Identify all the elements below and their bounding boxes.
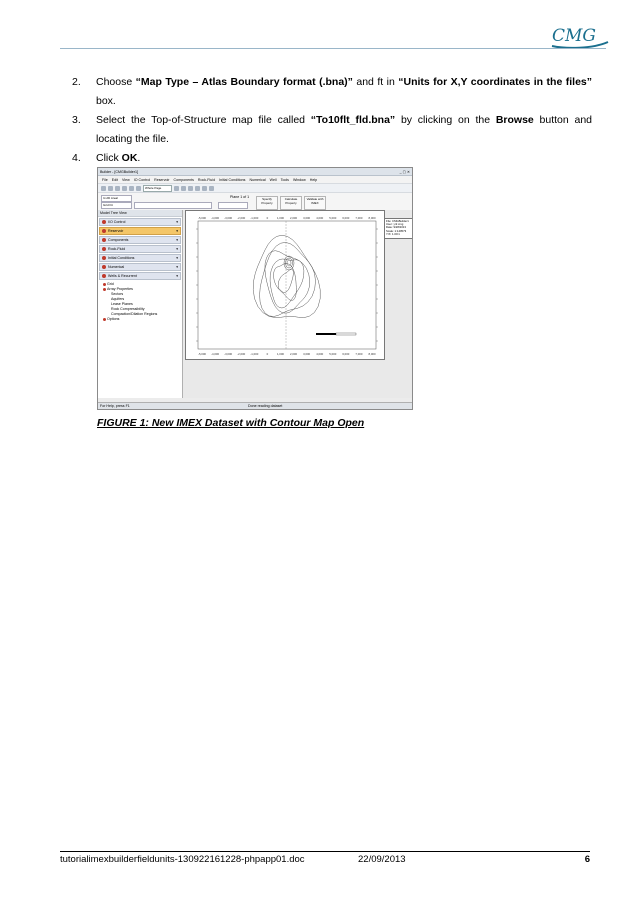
info-line: Date: 9/28/2013 — [386, 225, 406, 230]
menu-item[interactable]: Components — [173, 177, 194, 182]
tree-section-label: Initial Conditions — [108, 256, 135, 260]
bold-term: “To10flt_fld.bna” — [310, 114, 396, 126]
tree-section-button[interactable] — [99, 263, 181, 271]
x-tick-label-bottom: 8,000 — [368, 352, 376, 356]
pan-icon[interactable] — [188, 186, 193, 191]
menu-item[interactable]: Edit — [111, 177, 118, 182]
copy-icon[interactable] — [136, 186, 141, 191]
tree-section-label: I/O Control — [108, 220, 126, 224]
map-view — [183, 210, 412, 398]
tree-node-label: Compaction/Dilation Regions — [111, 312, 158, 316]
tree-section-button[interactable] — [99, 227, 181, 235]
tree-section-label: Reservoir — [108, 229, 124, 233]
grid-icon[interactable] — [209, 186, 214, 191]
menu-item[interactable]: File — [102, 177, 108, 182]
expand-arrow-icon: ▾ — [176, 220, 178, 224]
scale-bar-black — [316, 333, 336, 335]
x-tick-label-bottom: 7,000 — [355, 352, 363, 356]
status-help-text: For Help, press F1 — [100, 404, 130, 408]
x-tick-label-top: -5,000 — [198, 216, 206, 220]
contour-line — [274, 264, 297, 301]
x-tick-label-bottom: 1,000 — [276, 352, 284, 356]
open-icon[interactable] — [108, 186, 113, 191]
status-bar — [98, 402, 413, 409]
info-line: Scale: 1:140573 — [386, 228, 407, 233]
toolbar — [98, 183, 412, 193]
tree-node-label: Aquifers — [111, 297, 125, 301]
contour-line — [287, 260, 291, 266]
status-dot-icon — [102, 229, 106, 233]
validate-imex-button[interactable]: Validate with IMEX — [304, 196, 326, 210]
status-dot-icon — [102, 256, 106, 260]
expand-arrow-icon: ▾ — [176, 247, 178, 251]
x-tick-label-top: 5,000 — [329, 216, 337, 220]
menu-bar — [98, 176, 412, 183]
save-icon[interactable] — [115, 186, 120, 191]
node-icon — [103, 283, 106, 286]
tree-section-button[interactable] — [99, 254, 181, 262]
info-line: User: ynf.cmg — [386, 222, 404, 227]
x-tick-label-bottom: -2,000 — [237, 352, 246, 356]
map-frame — [198, 221, 376, 349]
specify-property-button[interactable]: Specify Property — [256, 196, 278, 210]
x-tick-label-top: 8,000 — [368, 216, 376, 220]
plane-label: Plane 1 of 1 — [230, 195, 250, 199]
map-canvas[interactable] — [185, 210, 409, 360]
expand-arrow-icon: ▾ — [176, 256, 178, 260]
print-icon[interactable] — [122, 186, 127, 191]
status-dot-icon — [102, 274, 106, 278]
x-tick-label-bottom: 0 — [266, 352, 269, 356]
x-tick-label-bottom: 6,000 — [342, 352, 350, 356]
step-text-run: box. — [96, 95, 116, 107]
step-text — [96, 111, 592, 149]
bold-term: Browse — [495, 114, 534, 126]
menu-item[interactable]: Tools — [280, 177, 289, 182]
calculate-property-button[interactable]: Calculate Property — [280, 196, 302, 210]
cut-icon[interactable] — [129, 186, 134, 191]
expand-arrow-icon: ▾ — [176, 265, 178, 269]
x-tick-label-top: -2,000 — [237, 216, 246, 220]
contour-line — [265, 251, 310, 314]
scale-bar-white — [336, 333, 356, 335]
tree-node-label: Lease Planes — [111, 302, 133, 306]
zoom-select[interactable]: Whole Page — [143, 185, 172, 192]
contour-line — [278, 269, 293, 293]
expand-arrow-icon: ▾ — [176, 229, 178, 233]
x-tick-label-bottom: 5,000 — [329, 352, 337, 356]
figure-caption: FIGURE 1: New IMEX Dataset with Contour Map Open — [97, 417, 365, 429]
window-titlebar — [98, 168, 412, 176]
step-text — [96, 149, 592, 168]
step-text-run: button and locating the file. — [96, 114, 593, 145]
expand-arrow-icon: ▾ — [176, 274, 178, 278]
x-tick-label-top: 4,000 — [316, 216, 324, 220]
status-dot-icon — [102, 265, 106, 269]
bold-term: “Units for X,Y coordinates in the files” — [398, 76, 592, 88]
status-message: Done reading dataset — [248, 404, 283, 408]
step-text-run: by clicking on the — [395, 114, 496, 126]
x-tick-label-top: -3,000 — [224, 216, 233, 220]
x-tick-label-bottom: -4,000 — [211, 352, 220, 356]
page-number: 6 — [584, 854, 590, 865]
x-tick-label-bottom: 4,000 — [316, 352, 324, 356]
step-number: 4. — [72, 152, 81, 164]
node-icon — [103, 288, 106, 291]
tree-section-button[interactable] — [99, 272, 181, 280]
tree-node-label: Grid — [107, 282, 114, 286]
x-tick-label-bottom: 2,000 — [290, 352, 298, 356]
tree-node-label: Array Properties — [107, 287, 133, 291]
x-tick-label-top: 7,000 — [355, 216, 363, 220]
menu-item[interactable]: IO Control — [133, 177, 151, 182]
x-tick-label-top: 1,000 — [276, 216, 284, 220]
window-controls-icon: _ ▢ ✕ — [399, 169, 410, 174]
view-type-select[interactable]: IJ-2D Areal — [101, 195, 132, 202]
x-tick-label-bottom: 3,000 — [303, 352, 311, 356]
footer-rule — [60, 851, 590, 852]
info-box — [384, 218, 413, 239]
tree-section-button[interactable] — [99, 245, 181, 253]
status-dot-icon — [102, 247, 106, 251]
x-tick-label-top: -1,000 — [250, 216, 259, 220]
node-icon — [103, 318, 106, 321]
menu-item[interactable]: Initial Conditions — [219, 177, 246, 182]
footer-date: 22/09/2013 — [358, 854, 406, 865]
tree-section-label: Rock-Fluid — [108, 247, 126, 251]
cmg-logo — [548, 22, 610, 50]
tree-view — [98, 281, 182, 322]
window-title: Builder - [CMGBuilder1] — [100, 169, 138, 174]
rotate-icon[interactable] — [195, 186, 200, 191]
info-line: Y/X: 1.00:1 — [386, 231, 400, 236]
plane-select[interactable] — [218, 202, 248, 209]
step-text-run: . — [137, 152, 141, 164]
menu-item[interactable]: Window — [292, 177, 306, 182]
header-rule — [60, 48, 606, 49]
status-dot-icon — [102, 220, 106, 224]
tree-section-button[interactable] — [99, 218, 181, 226]
tree-section-label: Wells & Recurrent — [108, 274, 137, 278]
menu-item[interactable]: Reservoir — [154, 177, 170, 182]
x-tick-label-bottom: -3,000 — [224, 352, 233, 356]
x-tick-label-top: 0 — [266, 216, 269, 220]
step-item — [72, 111, 592, 149]
step-item — [72, 73, 592, 111]
menu-item[interactable]: Help — [309, 177, 318, 182]
tree-section-label: Components — [108, 238, 129, 242]
bold-term: “Map Type – Atlas Boundary format (.bna)” — [135, 76, 353, 88]
step-text-run: and ft in — [352, 76, 399, 88]
bold-term: OK — [121, 152, 138, 164]
model-tree-panel — [98, 210, 183, 398]
tree-node-label: Options — [107, 317, 120, 321]
step-text-run: Choose — [96, 76, 136, 88]
contour-map — [186, 211, 384, 359]
panel-title: Model Tree View — [98, 210, 182, 217]
menu-item[interactable]: Rock-Fluid — [197, 177, 216, 182]
info-line: File: CMGBuilder1 — [386, 219, 409, 223]
tree-node-label: Sectors — [111, 292, 124, 296]
logo-text: CMG — [552, 26, 596, 46]
property-select[interactable] — [134, 202, 212, 209]
menu-item[interactable]: View — [122, 177, 130, 182]
step-item — [72, 149, 592, 168]
x-tick-label-bottom: -1,000 — [250, 352, 259, 356]
x-tick-label-top: 2,000 — [290, 216, 298, 220]
step-text-run: Click — [96, 152, 122, 164]
new-icon[interactable] — [101, 186, 106, 191]
x-tick-label-top: -4,000 — [211, 216, 220, 220]
x-tick-label-top: 3,000 — [303, 216, 311, 220]
x-tick-label-top: 6,000 — [342, 216, 350, 220]
expand-arrow-icon: ▾ — [176, 238, 178, 242]
tree-node[interactable] — [101, 317, 182, 322]
menu-item[interactable]: Well — [269, 177, 277, 182]
x-tick-label-bottom: -5,000 — [198, 352, 206, 356]
zoom-in-icon[interactable] — [174, 186, 179, 191]
instruction-steps — [72, 73, 592, 168]
probe-icon[interactable] — [202, 186, 207, 191]
contour-line — [260, 242, 316, 316]
menu-item[interactable]: Numerical — [249, 177, 266, 182]
footer-filename: tutorialimexbuilderfieldunits-130922161228-phpapp01.doc — [60, 854, 305, 865]
builder-screenshot — [97, 167, 413, 410]
step-number: 3. — [72, 114, 81, 126]
grid-select[interactable]: Grid Fit — [101, 202, 132, 209]
step-number: 2. — [72, 76, 81, 88]
zoom-out-icon[interactable] — [181, 186, 186, 191]
step-text — [96, 73, 592, 111]
step-text-run: Select the Top-of-Structure map file called — [96, 114, 311, 126]
status-dot-icon — [102, 238, 106, 242]
tree-section-label: Numerical — [108, 265, 125, 269]
tree-node-label: Rock Compressibility — [111, 307, 145, 311]
tree-section-button[interactable] — [99, 236, 181, 244]
